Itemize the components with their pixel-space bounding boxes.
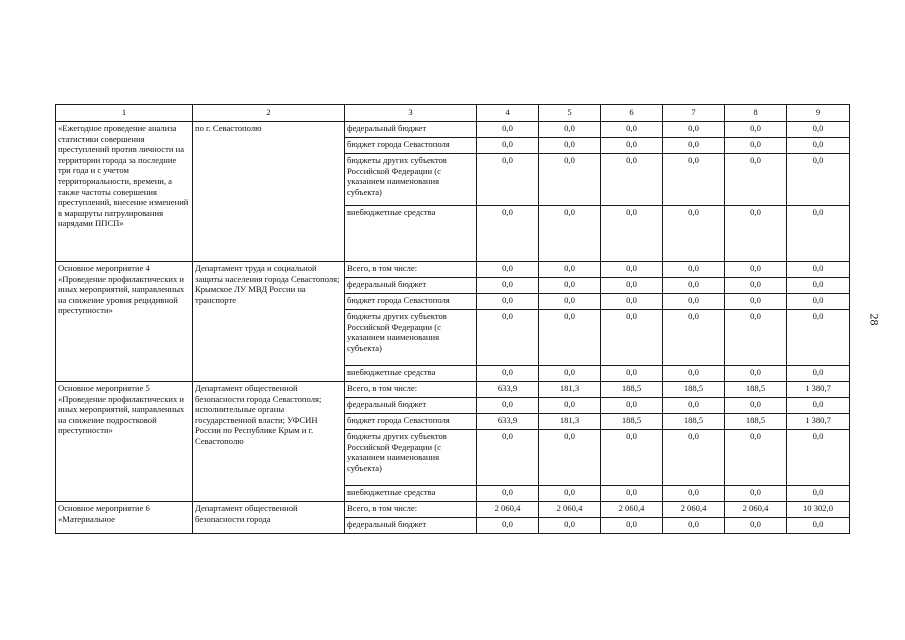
value-cell: 0,0 (477, 262, 539, 278)
funding-source: бюджет города Севастополя (345, 138, 477, 154)
value-cell: 0,0 (601, 486, 663, 502)
budget-table (55, 104, 850, 534)
value-cell: 0,0 (663, 398, 725, 414)
value-cell: 0,0 (663, 294, 725, 310)
value-cell: 0,0 (787, 366, 850, 382)
value-cell: 0,0 (663, 122, 725, 138)
value-cell: 0,0 (539, 262, 601, 278)
value-cell: 0,0 (539, 518, 601, 534)
table-row (56, 382, 850, 398)
table-body (56, 105, 850, 534)
value-cell: 0,0 (601, 366, 663, 382)
value-cell: 0,0 (663, 206, 725, 262)
value-cell: 188,5 (725, 382, 787, 398)
value-cell: 0,0 (601, 122, 663, 138)
value-cell: 0,0 (663, 262, 725, 278)
value-cell: 0,0 (787, 138, 850, 154)
measure-executor: Департамент общественной безопасности города (193, 502, 345, 534)
value-cell: 0,0 (663, 154, 725, 206)
value-cell: 0,0 (725, 486, 787, 502)
value-cell: 0,0 (725, 206, 787, 262)
value-cell: 2 060,4 (539, 502, 601, 518)
value-cell: 0,0 (725, 262, 787, 278)
funding-source: федеральный бюджет (345, 398, 477, 414)
value-cell: 0,0 (477, 518, 539, 534)
funding-source: федеральный бюджет (345, 122, 477, 138)
measure-executor: Департамент общественной безопасности города Севастополя; исполнительные органы государственной власти; УФСИН России по Республике Крым и г. Севастополю (193, 382, 345, 502)
funding-source: Всего, в том числе: (345, 262, 477, 278)
value-cell: 0,0 (539, 278, 601, 294)
value-cell: 0,0 (539, 154, 601, 206)
measure-title: Основное мероприятие 4 «Проведение профилактических и иных мероприятий, направленных на снижение уровня рецидивной преступности» (56, 262, 193, 382)
table-row (56, 122, 850, 138)
value-cell: 0,0 (539, 122, 601, 138)
page-number: 28 (867, 313, 882, 326)
value-cell: 633,9 (477, 414, 539, 430)
value-cell: 0,0 (725, 518, 787, 534)
funding-source: внебюджетные средства (345, 206, 477, 262)
value-cell: 0,0 (477, 294, 539, 310)
funding-source: бюджеты других субъектов Российской Федерации (с указанием наименования субъекта) (345, 310, 477, 366)
value-cell: 0,0 (787, 398, 850, 414)
value-cell: 0,0 (787, 278, 850, 294)
value-cell: 0,0 (663, 138, 725, 154)
funding-source: бюджеты других субъектов Российской Федерации (с указанием наименования субъекта) (345, 154, 477, 206)
value-cell: 0,0 (663, 486, 725, 502)
header-cell: 7 (663, 105, 725, 122)
measure-title: Основное мероприятие 6 «Материальное (56, 502, 193, 534)
value-cell: 2 060,4 (725, 502, 787, 518)
value-cell: 188,5 (601, 414, 663, 430)
funding-source: бюджеты других субъектов Российской Федерации (с указанием наименования субъекта) (345, 430, 477, 486)
value-cell: 0,0 (663, 310, 725, 366)
value-cell: 2 060,4 (601, 502, 663, 518)
value-cell: 0,0 (787, 518, 850, 534)
funding-source: внебюджетные средства (345, 486, 477, 502)
value-cell: 0,0 (725, 278, 787, 294)
value-cell: 0,0 (787, 430, 850, 486)
value-cell: 1 380,7 (787, 382, 850, 398)
value-cell: 0,0 (477, 486, 539, 502)
funding-source: Всего, в том числе: (345, 502, 477, 518)
value-cell: 0,0 (663, 366, 725, 382)
measure-title: «Ежегодное проведение анализа статистики совершения преступлений против личности на территории города за последние три года и с учетом территориальности, времени, а также частоты совершения преступлений, внесение изменений в маршруты патрулирования нарядами ППСП» (56, 122, 193, 262)
header-row (56, 105, 850, 122)
value-cell: 188,5 (725, 414, 787, 430)
value-cell: 0,0 (539, 366, 601, 382)
value-cell: 0,0 (663, 278, 725, 294)
header-cell: 6 (601, 105, 663, 122)
value-cell: 10 302,0 (787, 502, 850, 518)
value-cell: 0,0 (539, 138, 601, 154)
value-cell: 0,0 (539, 310, 601, 366)
value-cell: 0,0 (601, 310, 663, 366)
value-cell: 0,0 (477, 398, 539, 414)
header-cell: 2 (193, 105, 345, 122)
value-cell: 0,0 (601, 294, 663, 310)
value-cell: 0,0 (725, 366, 787, 382)
value-cell: 188,5 (663, 414, 725, 430)
value-cell: 188,5 (601, 382, 663, 398)
header-cell: 4 (477, 105, 539, 122)
value-cell: 0,0 (787, 122, 850, 138)
value-cell: 181,3 (539, 382, 601, 398)
value-cell: 0,0 (601, 262, 663, 278)
value-cell: 0,0 (539, 398, 601, 414)
value-cell: 633,9 (477, 382, 539, 398)
value-cell: 188,5 (663, 382, 725, 398)
value-cell: 0,0 (601, 518, 663, 534)
value-cell: 0,0 (477, 138, 539, 154)
value-cell: 0,0 (787, 486, 850, 502)
header-cell: 9 (787, 105, 850, 122)
value-cell: 0,0 (787, 262, 850, 278)
value-cell: 0,0 (787, 294, 850, 310)
value-cell: 0,0 (539, 430, 601, 486)
value-cell: 0,0 (539, 294, 601, 310)
value-cell: 0,0 (663, 430, 725, 486)
value-cell: 0,0 (601, 430, 663, 486)
value-cell: 0,0 (477, 366, 539, 382)
value-cell: 0,0 (787, 206, 850, 262)
funding-source: федеральный бюджет (345, 518, 477, 534)
funding-source: бюджет города Севастополя (345, 414, 477, 430)
header-cell: 1 (56, 105, 193, 122)
funding-source: Всего, в том числе: (345, 382, 477, 398)
table-row (56, 502, 850, 518)
value-cell: 0,0 (725, 430, 787, 486)
value-cell: 0,0 (663, 518, 725, 534)
measure-executor: по г. Севастополю (193, 122, 345, 262)
value-cell: 0,0 (787, 310, 850, 366)
header-cell: 5 (539, 105, 601, 122)
value-cell: 2 060,4 (477, 502, 539, 518)
value-cell: 0,0 (601, 154, 663, 206)
value-cell: 0,0 (725, 154, 787, 206)
funding-source: федеральный бюджет (345, 278, 477, 294)
value-cell: 0,0 (477, 310, 539, 366)
value-cell: 0,0 (725, 294, 787, 310)
value-cell: 0,0 (725, 310, 787, 366)
value-cell: 0,0 (477, 154, 539, 206)
value-cell: 0,0 (477, 206, 539, 262)
table-row (56, 262, 850, 278)
value-cell: 0,0 (725, 138, 787, 154)
header-cell: 8 (725, 105, 787, 122)
value-cell: 181,3 (539, 414, 601, 430)
value-cell: 0,0 (601, 278, 663, 294)
value-cell: 0,0 (601, 138, 663, 154)
header-cell: 3 (345, 105, 477, 122)
measure-title: Основное мероприятие 5 «Проведение профилактических и иных мероприятий, направленных на снижение подростковой преступности» (56, 382, 193, 502)
value-cell: 0,0 (477, 430, 539, 486)
value-cell: 0,0 (477, 122, 539, 138)
funding-source: внебюджетные средства (345, 366, 477, 382)
value-cell: 0,0 (539, 206, 601, 262)
value-cell: 0,0 (601, 206, 663, 262)
value-cell: 0,0 (477, 278, 539, 294)
measure-executor: Департамент труда и социальной защиты населения города Севастополя; Крымское ЛУ МВД России на транспорте (193, 262, 345, 382)
value-cell: 0,0 (539, 486, 601, 502)
value-cell: 0,0 (787, 154, 850, 206)
value-cell: 0,0 (725, 398, 787, 414)
value-cell: 0,0 (725, 122, 787, 138)
funding-source: бюджет города Севастополя (345, 294, 477, 310)
value-cell: 1 380,7 (787, 414, 850, 430)
value-cell: 0,0 (601, 398, 663, 414)
value-cell: 2 060,4 (663, 502, 725, 518)
